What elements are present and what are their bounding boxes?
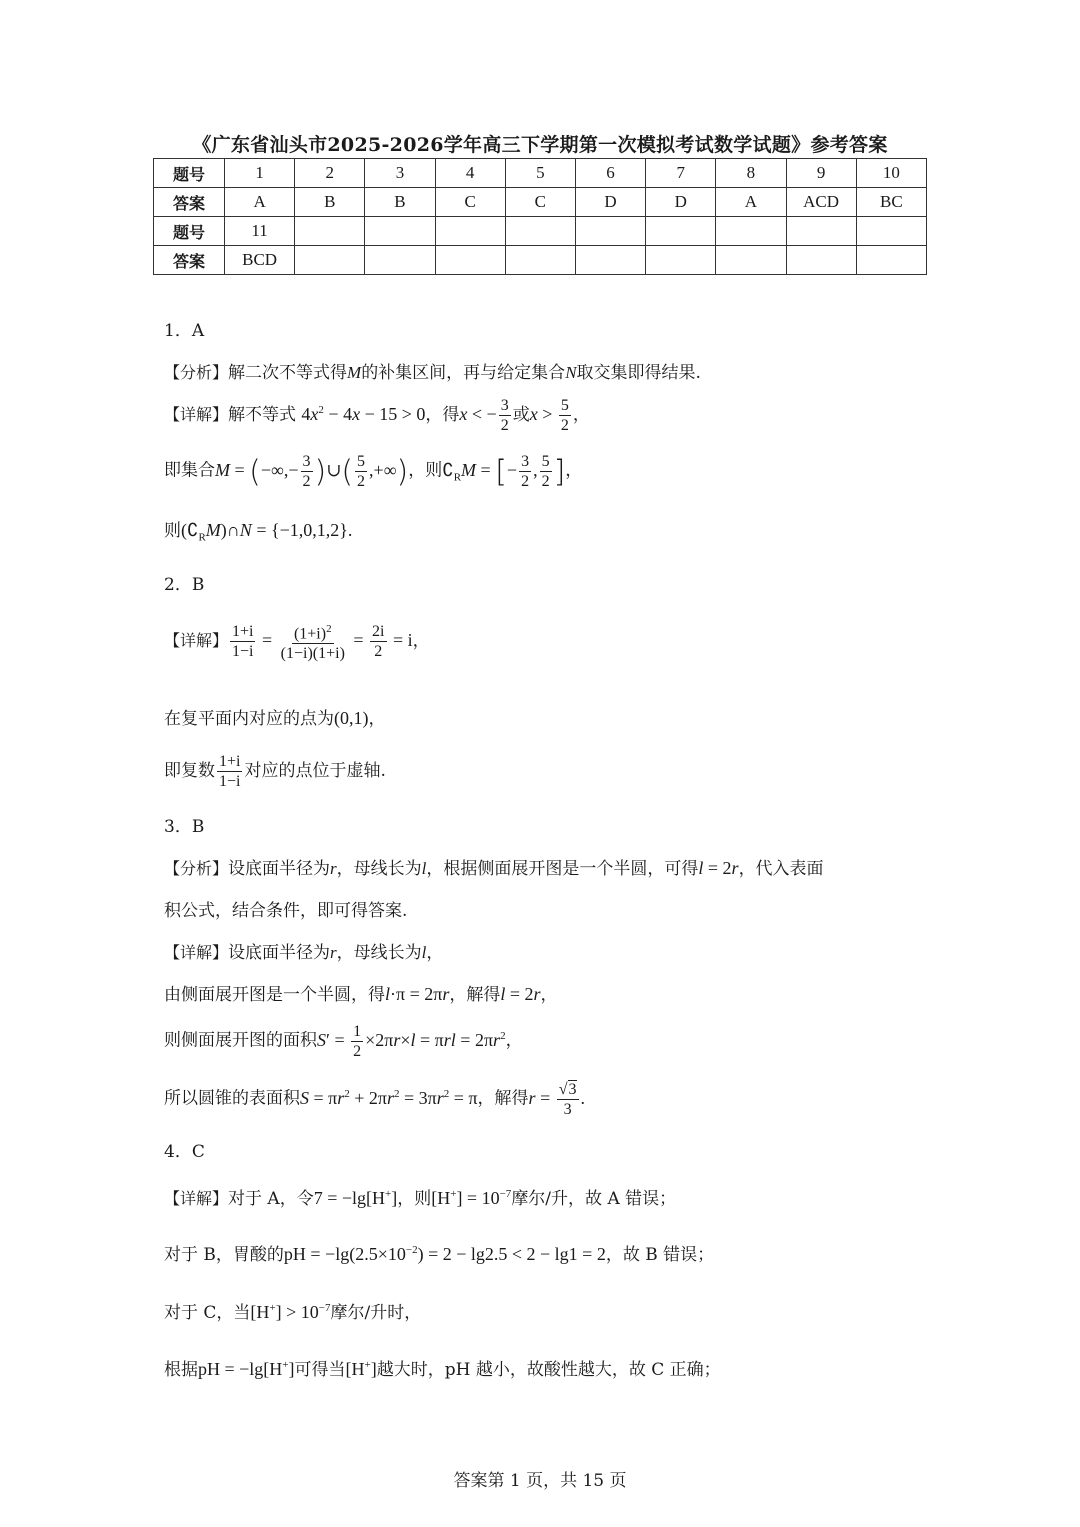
question-number: 11 <box>225 217 295 246</box>
q3-analysis-line1: 【分析】设底面半径为r，母线长为l，根据侧面展开图是一个半圆，可得l = 2r，代入表面 <box>164 858 824 879</box>
q1-analysis-text: 取交集即得结果. <box>576 363 701 383</box>
q4-text: 对于 B，胃酸的 <box>164 1245 284 1265</box>
detail-tag: 【详解】 <box>164 1189 229 1208</box>
answer-cell: A <box>716 188 786 217</box>
question-number: 7 <box>646 159 716 188</box>
q1-detail: 【详解】解不等式 $4x^2 - 4x - 15 > 0$，得x < − $\frac{3}{2}$ 或x > $\frac{5}{2}$ ， <box>164 397 590 434</box>
q1-result-text: 则 <box>164 521 181 541</box>
answer-cell: BCD <box>225 246 295 275</box>
question-number: 6 <box>575 159 645 188</box>
analysis-tag: 【分析】 <box>164 363 229 382</box>
q4-text: 可得当 <box>294 1360 346 1380</box>
q4-text: 摩尔/升，故 A 错误； <box>511 1189 677 1209</box>
page-footer: 答案第 1 页，共 15 页 <box>453 1471 627 1491</box>
q4-heading: 4．C <box>164 1142 205 1162</box>
q2-conclusion-text: 对应的点位于虚轴. <box>244 761 386 781</box>
answer-cell: D <box>646 188 716 217</box>
q1-analysis <box>164 358 701 383</box>
empty-cell <box>295 217 365 246</box>
q4-line1: 【详解】对于 A，令7 = −lg[H+]，则$[H^+] = 10^{-7}$摩尔/升，故 A 错误； <box>164 1188 677 1209</box>
question-number: 1 <box>225 159 295 188</box>
empty-cell <box>716 217 786 246</box>
table-row <box>154 159 927 188</box>
question-number: 8 <box>716 159 786 188</box>
question-number: 5 <box>505 159 575 188</box>
empty-cell <box>295 246 365 275</box>
q3-text: 由侧面展开图是一个半圆，得 <box>164 985 385 1005</box>
empty-cell <box>786 246 856 275</box>
q3-text: ，解得 <box>449 985 501 1005</box>
table-row <box>154 217 927 246</box>
q4-line2: 对于 B，胃酸的pH = $-\lg(2.5\times 10^{-2}) = 2 - \lg 2.5 < 2 - \lg 1 = 2$，故 B 错误； <box>164 1244 715 1265</box>
q1-detail-text: 解不等式 <box>228 405 297 425</box>
q2-conclusion-text: 即复数 <box>164 761 215 781</box>
q3-text: ，代入表面 <box>738 859 824 879</box>
q1-set-text: 则 <box>425 460 443 481</box>
q4-line3: 对于 C，当$[H^+] > 10^{-7}$摩尔/升时， <box>164 1302 422 1323</box>
q1-detail-text: ，得 <box>425 405 460 425</box>
q3-heading: 3．B <box>164 817 205 837</box>
q3-text: ，根据侧面展开图是一个半圆，可得 <box>426 859 699 879</box>
analysis-tag: 【分析】 <box>164 859 229 878</box>
empty-cell <box>646 246 716 275</box>
q3-text: ，解得 <box>477 1088 529 1109</box>
q4-text: 对于 A，令 <box>228 1189 314 1209</box>
var-n: N <box>565 363 577 382</box>
complement-formula: $∁_RM$ = [− $\frac{3}{2}$ , $\frac{5}{2}$ ] <box>442 453 566 490</box>
empty-cell <box>505 217 575 246</box>
answer-cell: C <box>505 188 575 217</box>
answer-table <box>153 158 927 275</box>
answer-cell: B <box>365 188 435 217</box>
question-number: 4 <box>435 159 505 188</box>
q1-detail-text: 或 <box>512 405 530 425</box>
question-number: 9 <box>786 159 856 188</box>
question-number: 10 <box>856 159 926 188</box>
row-label: 题号 <box>154 159 225 188</box>
q3-detail-line1: 【详解】设底面半径为r，母线长为l， <box>164 943 444 963</box>
table-row <box>154 246 927 275</box>
document-title: 《广东省汕头市2025-2026学年高三下学期第一次模拟考试数学试题》参考答案 <box>192 134 888 156</box>
empty-cell <box>365 246 435 275</box>
answer-cell: B <box>295 188 365 217</box>
q1-analysis-text: 解二次不等式得 <box>228 363 348 383</box>
q4-line4: 根据pH = −lg[H+]可得当[H+]越大时，pH 越小，故酸性越大，故 C 正确； <box>164 1359 721 1380</box>
detail-tag: 【详解】 <box>164 630 229 650</box>
q2-point: 在复平面内对应的点为(0,1)， <box>164 708 386 729</box>
q1-analysis-text: 的补集区间，再与给定集合 <box>361 363 566 383</box>
empty-cell <box>856 217 926 246</box>
q3-detail-line4: 所以圆锥的表面积$S = \pi r^2 + 2\pi r^2 = 3\pi r^2 = \pi$，解得r = $\frac{√3}{3}$ . <box>164 1081 585 1118</box>
answer-cell: A <box>225 188 295 217</box>
empty-cell <box>646 217 716 246</box>
q3-text: 设底面半径为 <box>228 943 331 963</box>
q1-result <box>164 516 352 544</box>
intersection-formula: $(∁_RM)\cap N = \{-1,0,1,2\}$. <box>181 520 353 544</box>
q4-text: 根据 <box>164 1360 198 1380</box>
q3-text: 则侧面展开图的面积 <box>164 1030 317 1051</box>
empty-cell <box>575 217 645 246</box>
q1-set-text: 即集合 <box>164 460 215 481</box>
q2-conclusion: 即复数 $\frac{1+i}{1-i}$ 对应的点位于虚轴. <box>164 753 386 790</box>
empty-cell <box>365 217 435 246</box>
row-label: 答案 <box>154 246 225 275</box>
detail-tag: 【详解】 <box>164 943 229 962</box>
q4-text: 越大时，pH 越小，故酸性越大，故 C 正确； <box>376 1360 721 1380</box>
q4-text: 摩尔/升时， <box>330 1303 422 1323</box>
q3-detail-line2: 由侧面展开图是一个半圆，得l·π = 2πr，解得l = 2r， <box>164 984 558 1005</box>
q3-analysis-line2: 积公式，结合条件，即可得答案. <box>164 901 408 921</box>
empty-cell <box>575 246 645 275</box>
q1-heading: 1．A <box>164 321 205 341</box>
q3-detail-line3: 则侧面展开图的面积S′ = $\frac{1}{2}$ $\times 2\pi r\times l = \pi rl = 2\pi r^2$， <box>164 1023 523 1060</box>
answer-cell: ACD <box>786 188 856 217</box>
q2-heading: 2．B <box>164 575 205 595</box>
set-m-formula: M = (−∞,− $\frac{3}{2}$ )∪( $\frac{5}{2}$ ,+∞) <box>215 453 409 490</box>
q4-text: ，则 <box>397 1189 432 1209</box>
question-number: 3 <box>365 159 435 188</box>
q2-detail: 【详解】 $\frac{1+i}{1-i}$ = $\frac{(1+i)^2}{(1-i)(1+i)}$ = $\frac{2i}{2}$ = i， <box>164 620 430 663</box>
q4-text: 对于 C，当 <box>164 1303 251 1323</box>
question-number: 2 <box>295 159 365 188</box>
inequality-formula: $4x^2 - 4x - 15 > 0$ <box>301 404 426 424</box>
q3-text: 所以圆锥的表面积 <box>164 1088 300 1109</box>
empty-cell <box>716 246 786 275</box>
empty-cell <box>786 217 856 246</box>
q4-text: ，故 B 错误； <box>605 1245 715 1265</box>
answer-cell: BC <box>856 188 926 217</box>
q1-set-line: 即集合M = (−∞,− $\frac{3}{2}$ )∪( $\frac{5}{2}$ ,+∞)，则$∁_RM$ = [− $\frac{3}{2}$ , $\frac{5}{2}$ ]， <box>164 453 583 490</box>
empty-cell <box>505 246 575 275</box>
empty-cell <box>435 217 505 246</box>
empty-cell <box>856 246 926 275</box>
q3-text: 设底面半径为 <box>228 859 331 879</box>
complex-formula: $\frac{1+i}{1-i}$ = $\frac{(1+i)^2}{(1-i)(1+i)}$ = $\frac{2i}{2}$ = i <box>228 630 413 650</box>
empty-cell <box>435 246 505 275</box>
answer-cell: C <box>435 188 505 217</box>
q3-text: ，母线长为 <box>336 859 422 879</box>
answer-cell: D <box>575 188 645 217</box>
row-label: 题号 <box>154 217 225 246</box>
detail-tag: 【详解】 <box>164 405 229 424</box>
row-label: 答案 <box>154 188 225 217</box>
point-value: (0,1) <box>334 708 369 728</box>
q2-point-text: 在复平面内对应的点为 <box>164 709 334 729</box>
var-m: M <box>347 363 362 382</box>
q3-text: ，母线长为 <box>336 943 422 963</box>
table-row <box>154 188 927 217</box>
